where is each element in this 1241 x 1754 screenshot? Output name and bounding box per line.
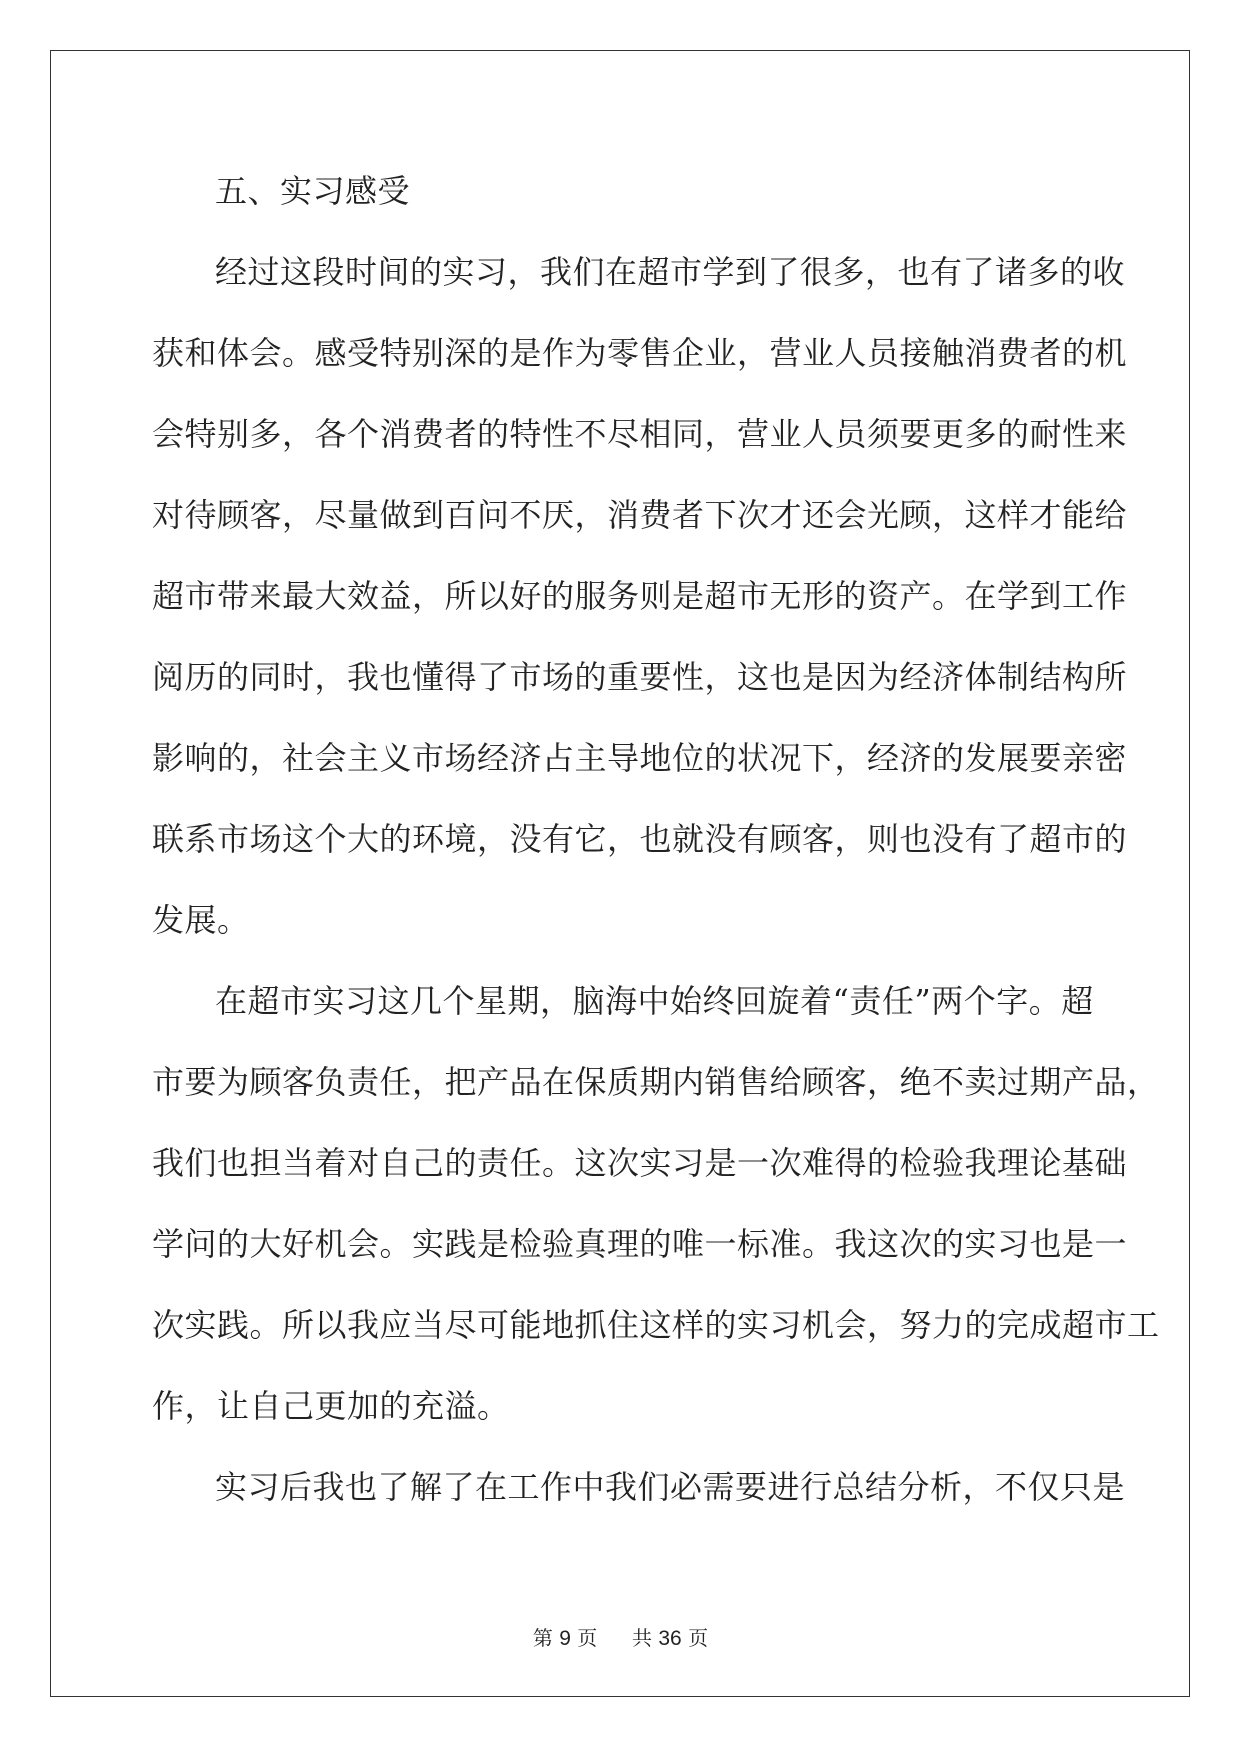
paragraph-1 xyxy=(152,237,1128,966)
text-line: 次实践。所以我应当尽可能地抓住这样的实习机会，努力的完成超市工 xyxy=(152,1306,1160,1344)
text-line: 影响的，社会主义市场经济占主导地位的状况下，经济的发展要亲密 xyxy=(152,739,1128,777)
page-number: 9 xyxy=(559,1627,571,1650)
text-line: 实习后我也了解了在工作中我们必需要进行总结分析，不仅只是 xyxy=(215,1468,1126,1506)
text-line: 市要为顾客负责任，把产品在保质期内销售给顾客，绝不卖过期产品， xyxy=(152,1063,1160,1101)
text-line: 对待顾客，尽量做到百问不厌，消费者下次才还会光顾，这样才能给 xyxy=(152,496,1128,534)
page-footer xyxy=(0,1622,1241,1651)
text-line: 作，让自己更加的充溢。 xyxy=(152,1387,510,1425)
total-pages: 36 xyxy=(658,1627,682,1650)
page-suffix: 页 xyxy=(577,1626,598,1650)
text-line: 发展。 xyxy=(152,901,250,939)
text-line: 阅历的同时，我也懂得了市场的重要性，这也是因为经济体制结构所 xyxy=(152,658,1128,696)
total-suffix: 页 xyxy=(688,1626,709,1650)
page-prefix: 第 xyxy=(532,1626,553,1650)
text-line: 联系市场这个大的环境，没有它，也就没有顾客，则也没有了超市的 xyxy=(152,820,1128,858)
paragraph-3 xyxy=(152,1452,1126,1533)
section-heading: 五、实习感受 xyxy=(215,172,411,210)
text-line: 超市带来最大效益，所以好的服务则是超市无形的资产。在学到工作 xyxy=(152,577,1128,615)
text-line: 经过这段时间的实习，我们在超市学到了很多，也有了诸多的收 xyxy=(215,253,1126,291)
total-prefix: 共 xyxy=(632,1626,653,1650)
text-line: 学问的大好机会。实践是检验真理的唯一标准。我这次的实习也是一 xyxy=(152,1225,1128,1263)
text-line: 我们也担当着对自己的责任。这次实习是一次难得的检验我理论基础 xyxy=(152,1144,1128,1182)
text-line: 在超市实习这几个星期，脑海中始终回旋着“责任”两个字。超 xyxy=(215,982,1094,1020)
document-body xyxy=(152,156,1160,1533)
text-line: 获和体会。感受特别深的是作为零售企业，营业人员接触消费者的机 xyxy=(152,334,1128,372)
text-line: 会特别多，各个消费者的特性不尽相同，营业人员须要更多的耐性来 xyxy=(152,415,1128,453)
paragraph-2 xyxy=(152,966,1160,1452)
